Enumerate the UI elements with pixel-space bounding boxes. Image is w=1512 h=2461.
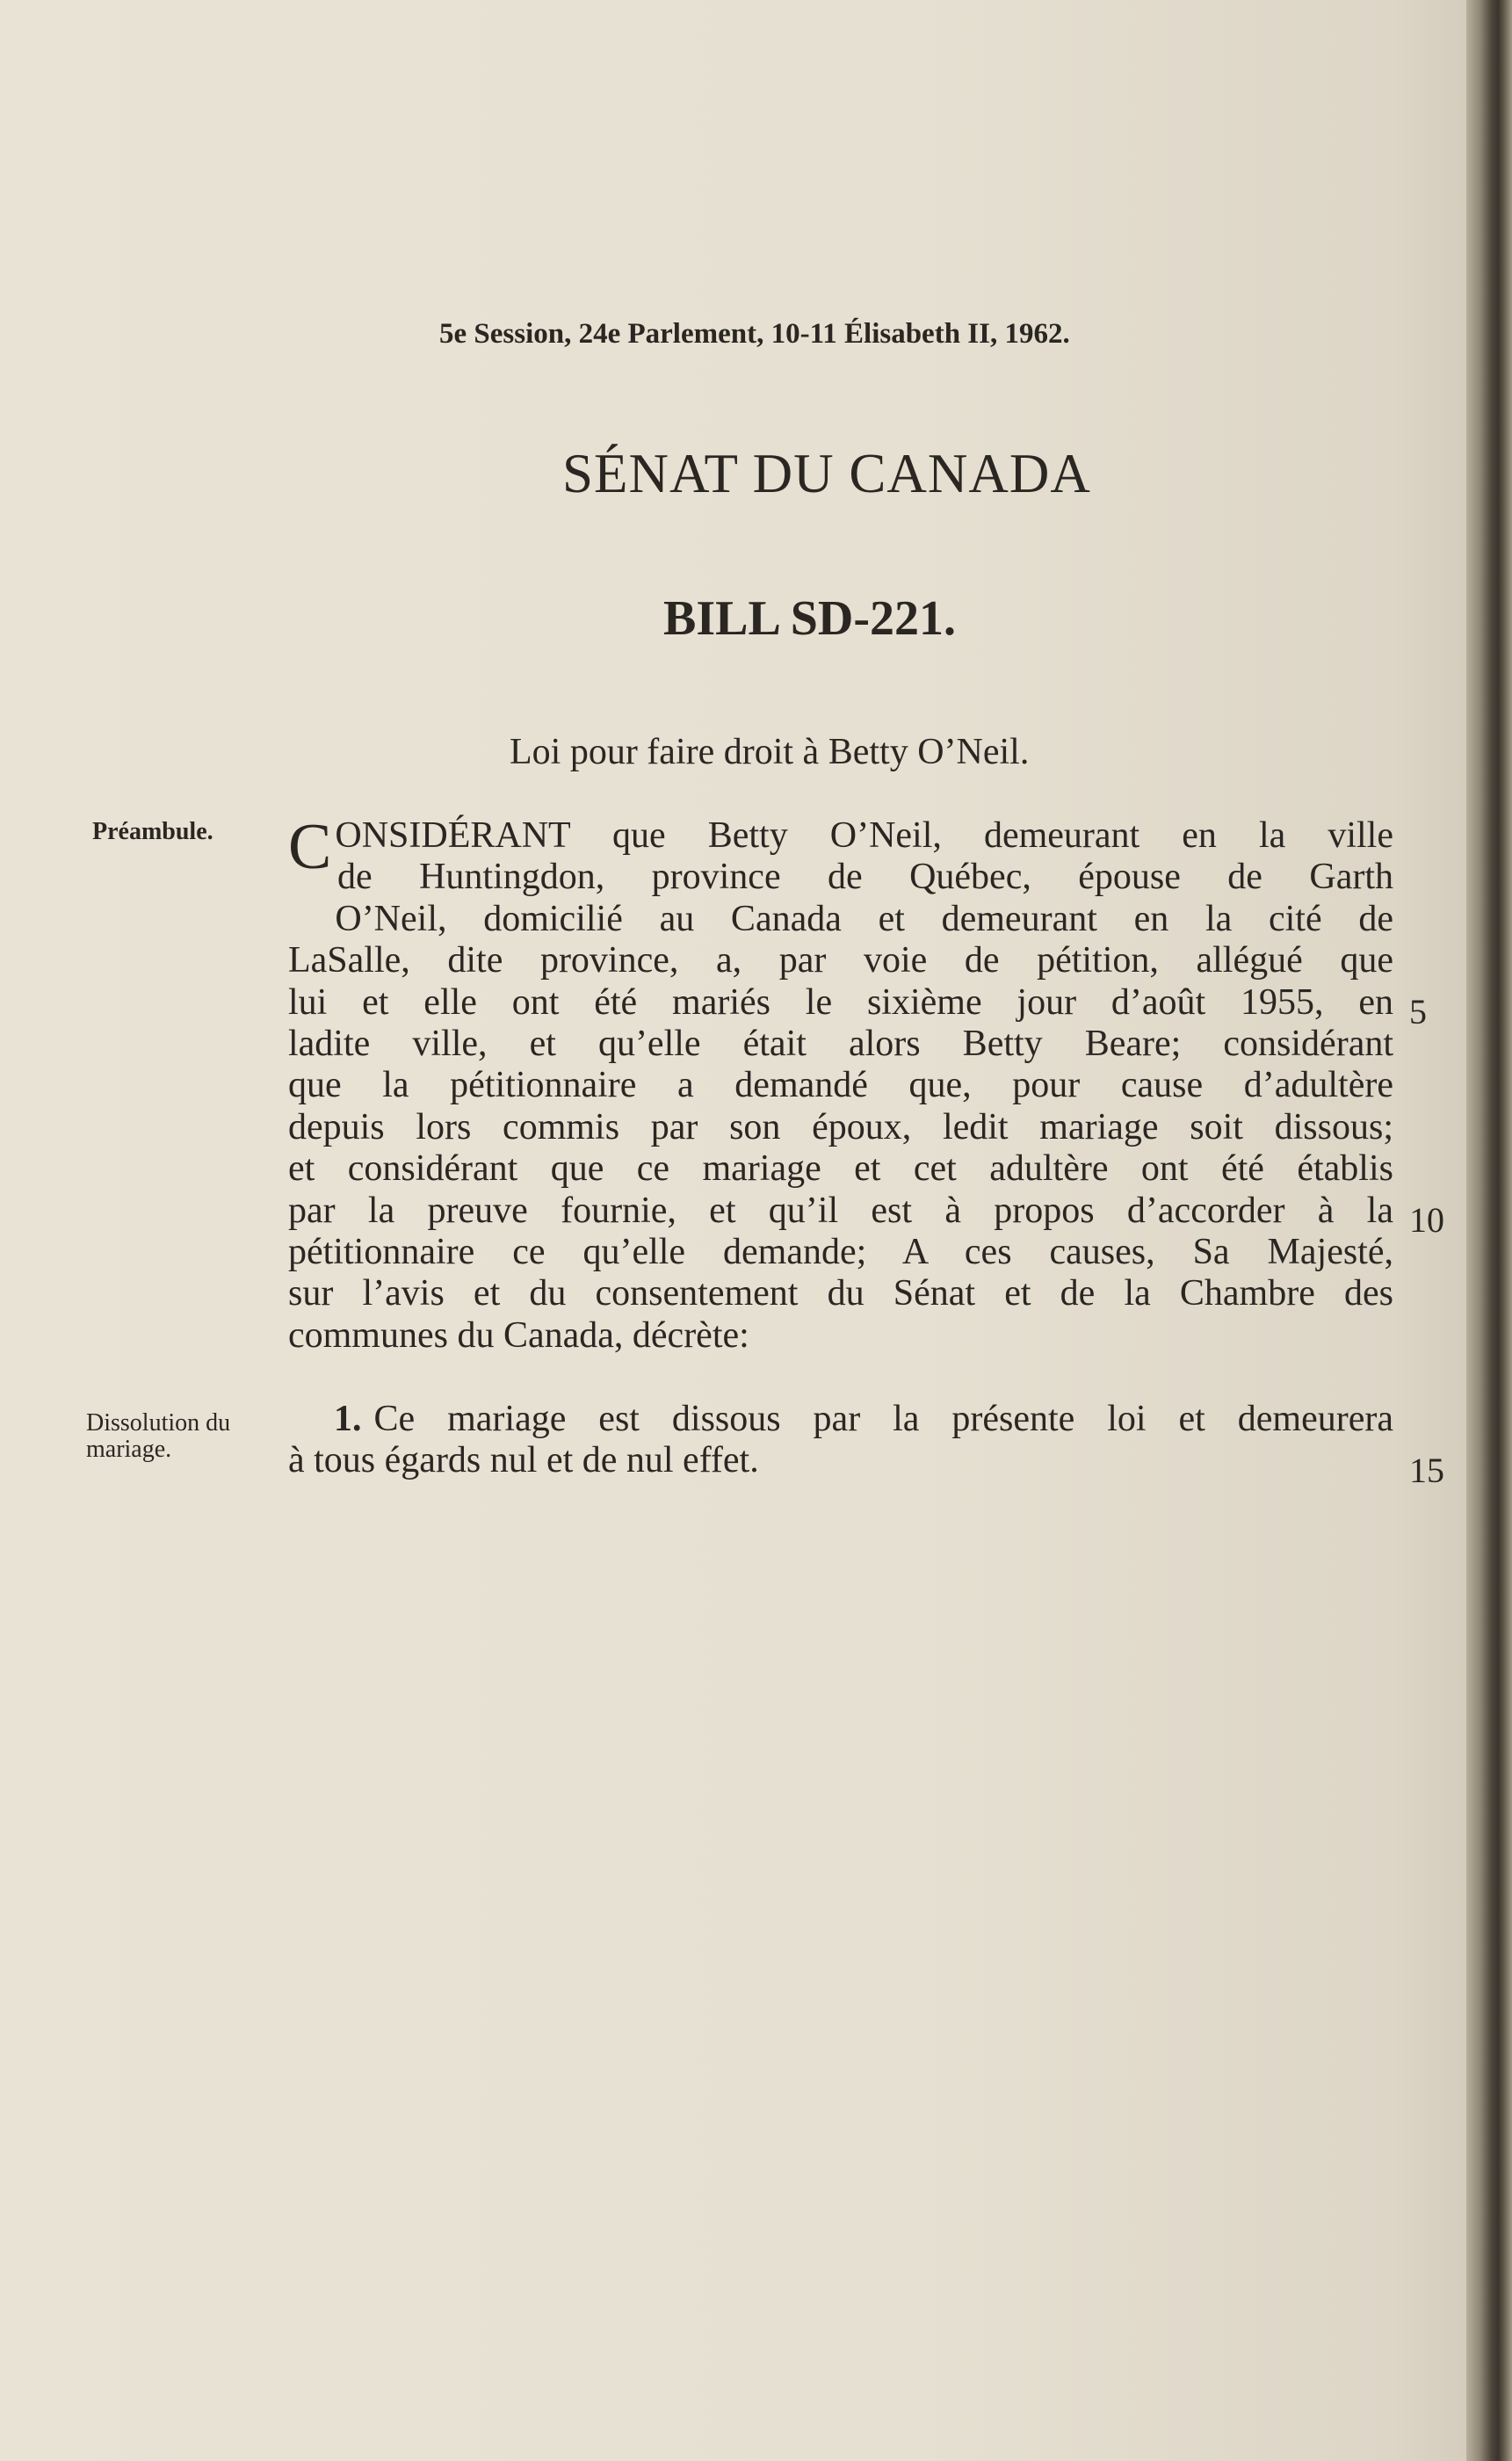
drop-cap: C <box>288 811 332 883</box>
line-number: 5 <box>1409 992 1427 1031</box>
line-number: 15 <box>1409 1451 1444 1490</box>
preamble-line: et considérant que ce mariage et cet adultère ont été établis <box>288 1148 1393 1190</box>
margin-note-dissolution-text: Dissolution du mariage. <box>86 1409 231 1463</box>
preamble-paragraph <box>288 811 1393 1357</box>
book-spine-edge <box>1466 0 1512 2461</box>
margin-note-dissolution <box>86 1410 244 1463</box>
session-header: 5e Session, 24e Parlement, 10-11 Élisabeth II, 1962. <box>439 318 1070 350</box>
preamble-line: de Huntingdon, province de Québec, épouse de Garth <box>337 857 1393 898</box>
section-1 <box>288 1399 1393 1482</box>
bill-short-title: Loi pour faire droit à Betty O’Neil. <box>510 732 1030 772</box>
margin-note-preamble: Préambule. <box>92 818 213 845</box>
preamble-line: ladite ville, et qu’elle était alors Betty Beare; considérant <box>288 1023 1393 1064</box>
preamble-line: ONSIDÉRANT que Betty O’Neil, demeurant en la ville <box>335 815 1393 856</box>
preamble-line: depuis lors commis par son époux, ledit mariage soit dissous; <box>288 1106 1393 1147</box>
preamble-line: LaSalle, dite province, a, par voie de pétition, allégué que <box>288 940 1393 981</box>
preamble-line: lui et elle ont été mariés le sixième jour d’août 1955, en <box>288 981 1393 1023</box>
line-number: 10 <box>1409 1200 1444 1240</box>
section-line-text: Ce mariage est dissous par la présente loi et demeurera <box>373 1399 1393 1439</box>
section-number: 1. <box>334 1399 362 1439</box>
preamble-line: par la preuve fournie, et qu’il est à propos d’accorder à la <box>288 1190 1393 1231</box>
preamble-line: que la pétitionnaire a demandé que, pour cause d’adultère <box>288 1065 1393 1106</box>
preamble-line: communes du Canada, décrète: <box>288 1314 749 1356</box>
bill-number: BILL SD-221. <box>663 591 956 646</box>
section-line <box>288 1399 1393 1440</box>
section-line: à tous égards nul et de nul effet. <box>288 1440 759 1481</box>
chamber-title: SÉNAT DU CANADA <box>562 443 1091 504</box>
preamble-line: sur l’avis et du consentement du Sénat et de la Chambre des <box>288 1273 1393 1314</box>
preamble-line: O’Neil, domicilié au Canada et demeurant en la cité de <box>335 898 1393 939</box>
preamble-line: pétitionnaire ce qu’elle demande; A ces causes, Sa Majesté, <box>288 1231 1393 1272</box>
